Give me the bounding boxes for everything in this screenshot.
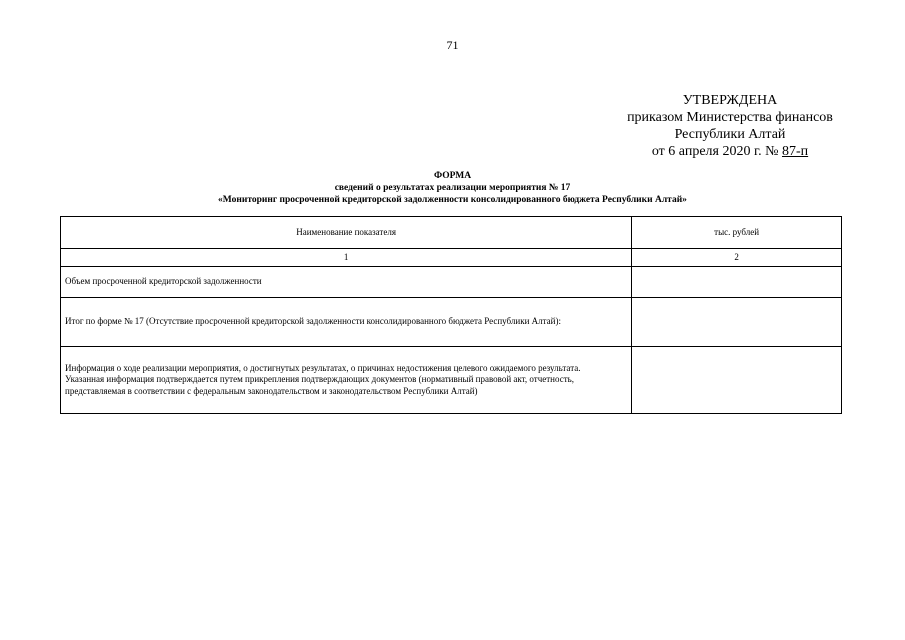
approval-date-line bbox=[600, 143, 860, 160]
table-header-row bbox=[61, 217, 842, 249]
column-number-row bbox=[61, 249, 842, 267]
table-row bbox=[61, 267, 842, 298]
results-table bbox=[60, 216, 842, 414]
row-value-cell[interactable] bbox=[632, 267, 842, 298]
approval-order-line: приказом Министерства финансов bbox=[627, 110, 833, 125]
column-number-2: 2 bbox=[632, 249, 842, 267]
approval-date: от 6 апреля 2020 г. № bbox=[651, 144, 782, 159]
form-event-name: «Мониторинг просроченной кредиторской задолженности консолидированного бюджета Республики Алтай» bbox=[218, 195, 687, 205]
form-subtitle: сведений о результатах реализации мероприятия № 17 bbox=[334, 183, 571, 193]
approval-region-line: Республики Алтай bbox=[674, 127, 786, 142]
table-row bbox=[61, 298, 842, 347]
approval-stamp bbox=[600, 92, 860, 160]
approval-order-number: 87-п bbox=[781, 144, 809, 159]
form-heading bbox=[0, 170, 905, 206]
header-indicator-name: Наименование показателя bbox=[61, 217, 632, 249]
column-number-1: 1 bbox=[61, 249, 632, 267]
row-value-cell[interactable] bbox=[632, 298, 842, 347]
table-row bbox=[61, 347, 842, 414]
row-label: Итог по форме № 17 (Отсутствие просроченной кредиторской задолженности консолидированного бюджета Республики Алтай): bbox=[61, 298, 632, 347]
row-label bbox=[61, 347, 632, 414]
approval-title: УТВЕРЖДЕНА bbox=[682, 93, 778, 108]
row-label: Объем просроченной кредиторской задолженности bbox=[61, 267, 632, 298]
info-text-line1: Информация о ходе реализации мероприятия, о достигнутых результатах, о причинах недостижения целевого ожидаемого результата. bbox=[65, 362, 581, 373]
row-value-cell[interactable] bbox=[632, 347, 842, 414]
header-unit: тыс. рублей bbox=[632, 217, 842, 249]
form-title: ФОРМА bbox=[433, 171, 472, 181]
page-number: 71 bbox=[446, 38, 459, 52]
info-text-line2: Указанная информация подтверждается путем прикрепления подтверждающих документов (нормативный правовой акт, отчетность, представляемая в соответствии с федеральным законодательством и законодательством Республики Алтай) bbox=[65, 374, 574, 396]
